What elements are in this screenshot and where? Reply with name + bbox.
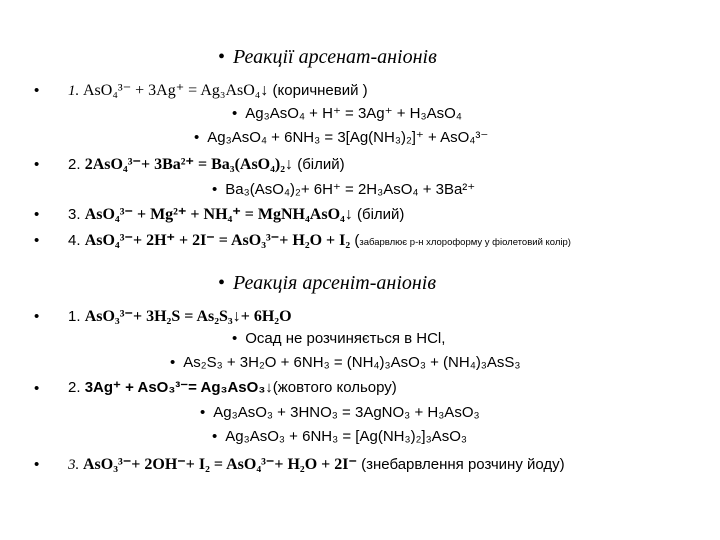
arsenate-reaction-1: 1. AsO₄³⁻ + 3Ag⁺ = Ag₃AsO₄↓ (коричневий ) bbox=[68, 82, 368, 99]
arsenate-reaction-3: 3. AsO₄³⁻ + Mg²⁺ + NH₄⁺ = MgNH₄AsO₄↓ (білий) bbox=[68, 206, 405, 223]
arsenite-reaction-1: 1. AsO₃³⁻+ 3H₂S = As₂S₃↓+ 6H₂O bbox=[68, 308, 292, 325]
arsenite-reaction-3: 3. AsO₃³⁻+ 2OH⁻+ I₂ = AsO₄³⁻+ H₂O + 2I⁻ (знебарвлення розчину йоду) bbox=[68, 456, 565, 473]
arsenite-reaction-2b: • Ag₃AsO₃ + 6NH₃ = [Ag(NH₃)₂]₃AsO₃ bbox=[212, 428, 467, 445]
bullet: • bbox=[34, 82, 40, 99]
arsenate-reaction-2a: • Ba₃(AsO₄)₂+ 6H⁺ = 2H₃AsO₄ + 3Ba²⁺ bbox=[212, 181, 476, 198]
arsenate-reaction-1b: • Ag₃AsO₄ + 6NH₃ = 3[Ag(NH₃)₂]⁺ + AsO₄³⁻ bbox=[194, 129, 489, 146]
arsenate-reaction-2: 2. 2AsO₄³⁻+ 3Ba²⁺ = Ba₃(AsO₄)₂↓ (білий) bbox=[68, 156, 345, 173]
arsenate-reaction-4: 4. AsO₄³⁻+ 2H⁺ + 2I⁻ = AsO₃³⁻+ H₂O + I₂ (забарвлює р-н хлороформу у фіолетовий колір) bbox=[68, 232, 571, 249]
arsenite-reaction-2a: • Ag₃AsO₃ + 3HNO₃ = 3AgNO₃ + H₃AsO₃ bbox=[200, 404, 480, 421]
bullet: • bbox=[34, 456, 40, 473]
bullet: • bbox=[34, 232, 40, 249]
bullet: • bbox=[34, 380, 40, 397]
arsenite-reaction-1b: • As₂S₃ + 3H₂O + 6NH₃ = (NH₄)₃AsO₃ + (NH₄)₃AsS₃ bbox=[170, 354, 521, 371]
arsenate-reaction-1a: • Ag₃AsO₄ + H⁺ = 3Ag⁺ + H₃AsO₄ bbox=[232, 105, 462, 122]
arsenite-reaction-1a: • Осад не розчиняється в HCl, bbox=[232, 330, 446, 347]
section-title-arsenite: • Реакція арсеніт-аніонів bbox=[218, 272, 437, 294]
bullet: • bbox=[34, 206, 40, 223]
section-title-arsenate: • Реакції арсенат-аніонів bbox=[218, 46, 437, 68]
arsenite-reaction-2: 2. 3Ag⁺ + AsO₃³⁻= Ag₃AsO₃↓(жовтого кольору) bbox=[68, 379, 397, 396]
bullet: • bbox=[34, 156, 40, 173]
bullet: • bbox=[34, 308, 40, 325]
bullet: • bbox=[218, 46, 226, 68]
